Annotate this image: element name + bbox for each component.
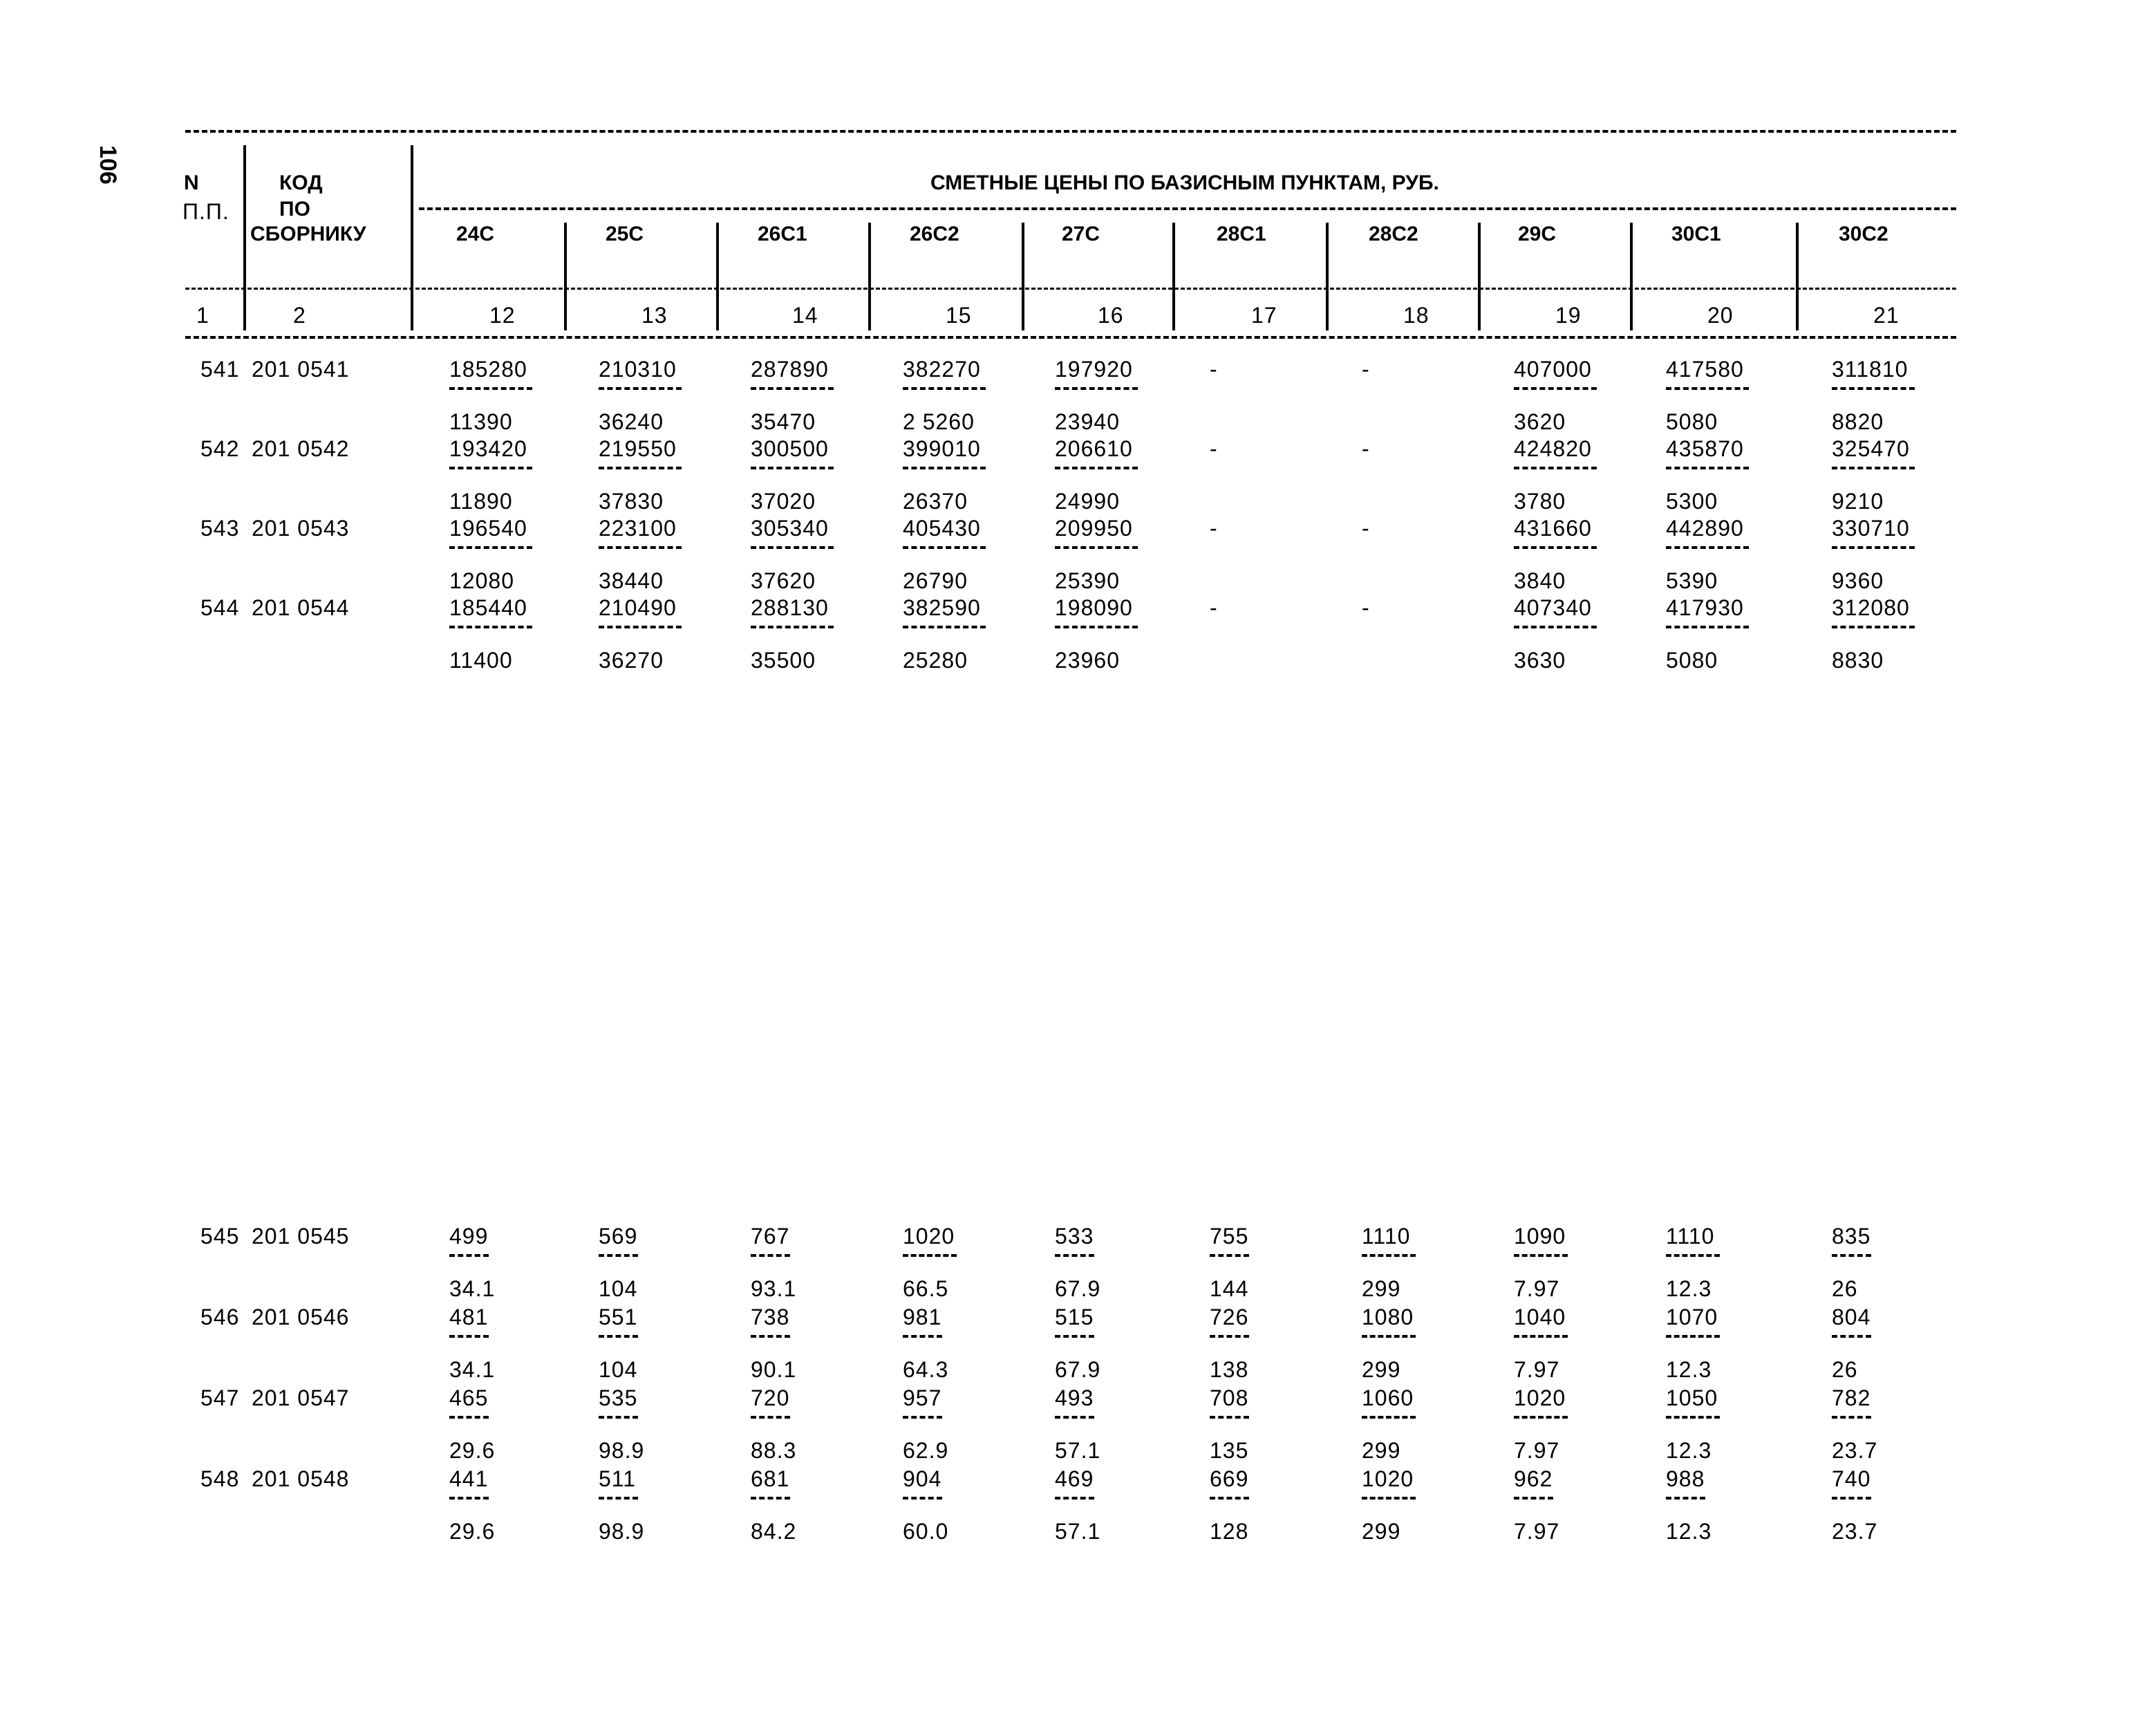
col-num-label-line1: N <box>184 171 199 194</box>
price-total-7: 1110 <box>1362 1224 1411 1249</box>
row-code: 201 0543 <box>252 516 350 541</box>
price-transport-6: 138 <box>1210 1357 1249 1382</box>
row-number: 541 <box>200 357 240 382</box>
price-total-3: 288130 <box>751 595 829 620</box>
header-mid-rule <box>185 288 1956 290</box>
price-transport-4: 25280 <box>903 648 968 673</box>
price-total-9: 442890 <box>1666 516 1744 541</box>
price-total-9: 417580 <box>1666 357 1744 382</box>
fraction-bar <box>1362 1335 1416 1338</box>
column-number-9: 18 <box>1403 303 1429 328</box>
price-total-1: 185440 <box>449 595 527 620</box>
price-transport-9: 12.3 <box>1666 1357 1712 1382</box>
fraction-bar <box>903 467 986 469</box>
price-total-4: 382270 <box>903 357 981 382</box>
col-code-label-line1: КОД <box>279 171 323 194</box>
price-total-3: 305340 <box>751 516 829 541</box>
price-transport-3: 35500 <box>751 648 816 673</box>
price-total-9: 988 <box>1666 1466 1705 1491</box>
price-transport-10: 8820 <box>1832 409 1884 434</box>
price-total-8: 431660 <box>1514 516 1592 541</box>
point-code-2: 25С <box>606 223 644 245</box>
point-code-7: 28С2 <box>1369 223 1418 245</box>
price-transport-9: 12.3 <box>1666 1438 1712 1463</box>
price-total-6: 708 <box>1210 1385 1249 1410</box>
column-divider-price-6 <box>1326 223 1329 330</box>
price-total-7: 1080 <box>1362 1305 1414 1329</box>
fraction-bar <box>1666 1497 1705 1500</box>
fraction-bar <box>751 467 834 469</box>
column-divider-price-4 <box>1022 223 1024 330</box>
price-total-5: 469 <box>1055 1466 1094 1491</box>
fraction-bar <box>1362 1254 1416 1257</box>
column-divider-price-1 <box>564 223 567 330</box>
price-total-8: 407340 <box>1514 595 1592 620</box>
fraction-bar <box>1514 1335 1568 1338</box>
fraction-bar <box>449 1497 489 1500</box>
fraction-bar <box>1666 387 1749 390</box>
fraction-bar <box>449 1254 489 1257</box>
price-total-10: 804 <box>1832 1305 1871 1329</box>
price-transport-3: 93.1 <box>751 1276 797 1301</box>
price-transport-8: 3630 <box>1514 648 1566 673</box>
price-transport-6: 144 <box>1210 1276 1249 1301</box>
fraction-bar <box>1832 467 1915 469</box>
prices-title: СМЕТНЫЕ ЦЕНЫ ПО БАЗИСНЫМ ПУНКТАМ, РУБ. <box>930 171 1439 194</box>
price-total-2: 219550 <box>599 436 677 461</box>
price-transport-10: 9360 <box>1832 568 1884 593</box>
price-total-6: - <box>1210 436 1218 461</box>
price-total-5: 533 <box>1055 1224 1094 1249</box>
fraction-bar <box>1514 546 1597 549</box>
fraction-bar <box>1055 626 1138 628</box>
top-rule <box>185 130 1956 133</box>
column-number-8: 17 <box>1251 303 1277 328</box>
price-total-7: 1060 <box>1362 1385 1414 1410</box>
fraction-bar <box>903 1335 942 1338</box>
price-total-2: 551 <box>599 1305 638 1329</box>
price-transport-8: 7.97 <box>1514 1519 1560 1544</box>
header-bottom-rule <box>185 336 1956 339</box>
point-code-1: 24С <box>456 223 495 245</box>
price-transport-4: 62.9 <box>903 1438 949 1463</box>
price-total-6: 755 <box>1210 1224 1249 1249</box>
price-total-10: 311810 <box>1832 357 1909 382</box>
price-total-2: 210310 <box>599 357 677 382</box>
price-total-5: 493 <box>1055 1385 1094 1410</box>
row-code: 201 0546 <box>252 1305 350 1329</box>
price-total-4: 981 <box>903 1305 942 1329</box>
price-total-10: 330710 <box>1832 516 1910 541</box>
price-transport-9: 12.3 <box>1666 1276 1712 1301</box>
price-transport-5: 25390 <box>1055 568 1120 593</box>
fraction-bar <box>1055 387 1138 390</box>
price-transport-7: 299 <box>1362 1519 1401 1544</box>
price-total-10: 325470 <box>1832 436 1910 461</box>
row-number: 542 <box>200 436 240 461</box>
column-number-3: 12 <box>489 303 516 328</box>
fraction-bar <box>903 1497 942 1500</box>
fraction-bar <box>1832 387 1915 390</box>
fraction-bar <box>599 387 682 390</box>
row-code: 201 0541 <box>252 357 350 382</box>
price-total-9: 1070 <box>1666 1305 1718 1329</box>
price-total-6: - <box>1210 595 1218 620</box>
price-total-1: 465 <box>449 1385 489 1410</box>
fraction-bar <box>1514 1497 1553 1500</box>
price-total-1: 196540 <box>449 516 527 541</box>
fraction-bar <box>1210 1416 1249 1419</box>
fraction-bar <box>1514 387 1597 390</box>
fraction-bar <box>449 387 532 390</box>
fraction-bar <box>449 1416 489 1419</box>
price-total-10: 740 <box>1832 1466 1871 1491</box>
column-divider-price-3 <box>868 223 871 330</box>
price-total-2: 223100 <box>599 516 677 541</box>
point-code-9: 30С1 <box>1671 223 1721 245</box>
row-number: 544 <box>200 595 240 620</box>
price-total-9: 1110 <box>1666 1224 1715 1249</box>
price-total-6: - <box>1210 357 1218 382</box>
price-transport-10: 26 <box>1832 1276 1858 1301</box>
fraction-bar <box>751 1335 790 1338</box>
row-number: 545 <box>200 1224 240 1249</box>
price-transport-10: 8830 <box>1832 648 1884 673</box>
price-total-9: 417930 <box>1666 595 1744 620</box>
row-code: 201 0545 <box>252 1224 350 1249</box>
price-transport-2: 98.9 <box>599 1438 645 1463</box>
fraction-bar <box>449 626 532 628</box>
price-total-5: 209950 <box>1055 516 1133 541</box>
price-total-2: 511 <box>599 1466 637 1491</box>
price-total-8: 1090 <box>1514 1224 1566 1249</box>
row-number: 546 <box>200 1305 240 1329</box>
price-total-3: 681 <box>751 1466 790 1491</box>
price-transport-9: 5080 <box>1666 409 1718 434</box>
point-code-6: 28С1 <box>1217 223 1266 245</box>
price-total-1: 481 <box>449 1305 489 1329</box>
fraction-bar <box>1055 467 1138 469</box>
fraction-bar <box>599 467 682 469</box>
price-transport-9: 12.3 <box>1666 1519 1712 1544</box>
price-total-1: 193420 <box>449 436 527 461</box>
column-divider-price-9 <box>1796 223 1799 330</box>
point-code-5: 27С <box>1062 223 1100 245</box>
point-code-8: 29С <box>1518 223 1557 245</box>
price-total-4: 382590 <box>903 595 981 620</box>
price-transport-4: 2 5260 <box>903 409 975 434</box>
price-total-1: 499 <box>449 1224 489 1249</box>
price-total-3: 287890 <box>751 357 829 382</box>
price-total-4: 1020 <box>903 1224 955 1249</box>
price-total-3: 300500 <box>751 436 829 461</box>
price-total-10: 312080 <box>1832 595 1910 620</box>
price-total-4: 957 <box>903 1385 942 1410</box>
point-code-3: 26С1 <box>758 223 807 245</box>
price-total-4: 399010 <box>903 436 981 461</box>
fraction-bar <box>1666 1416 1720 1419</box>
column-divider-num <box>243 145 246 330</box>
fraction-bar <box>1832 1335 1871 1338</box>
price-transport-1: 11400 <box>449 648 513 673</box>
price-transport-10: 26 <box>1832 1357 1858 1382</box>
column-number-10: 19 <box>1555 303 1582 328</box>
price-transport-8: 7.97 <box>1514 1438 1560 1463</box>
price-total-8: 1040 <box>1514 1305 1566 1329</box>
fraction-bar <box>1055 1335 1094 1338</box>
price-total-1: 185280 <box>449 357 527 382</box>
page-number: 106 <box>95 145 121 185</box>
fraction-bar <box>903 626 986 628</box>
fraction-bar <box>751 546 834 549</box>
price-transport-5: 67.9 <box>1055 1276 1101 1301</box>
price-total-5: 197920 <box>1055 357 1133 382</box>
column-divider-price-7 <box>1478 223 1481 330</box>
price-transport-3: 37620 <box>751 568 816 593</box>
row-code: 201 0542 <box>252 436 350 461</box>
price-transport-5: 67.9 <box>1055 1357 1101 1382</box>
fraction-bar <box>1055 1416 1094 1419</box>
fraction-bar <box>1055 546 1138 549</box>
column-number-6: 15 <box>946 303 972 328</box>
fraction-bar <box>1210 1497 1249 1500</box>
fraction-bar <box>1210 1335 1249 1338</box>
price-transport-6: 128 <box>1210 1519 1249 1544</box>
fraction-bar <box>1055 1254 1094 1257</box>
fraction-bar <box>1832 626 1915 628</box>
price-transport-3: 84.2 <box>751 1519 797 1544</box>
fraction-bar <box>1514 1416 1568 1419</box>
column-divider-price-5 <box>1172 223 1175 330</box>
col-code-label-line2: ПО <box>279 198 310 221</box>
fraction-bar <box>903 546 986 549</box>
price-transport-4: 66.5 <box>903 1276 949 1301</box>
fraction-bar <box>599 546 682 549</box>
price-transport-7: 299 <box>1362 1438 1401 1463</box>
price-transport-2: 104 <box>599 1276 638 1301</box>
price-total-9: 1050 <box>1666 1385 1718 1410</box>
fraction-bar <box>1514 626 1597 628</box>
row-code: 201 0547 <box>252 1385 350 1410</box>
price-transport-5: 23960 <box>1055 648 1120 673</box>
price-transport-2: 98.9 <box>599 1519 645 1544</box>
price-total-2: 569 <box>599 1224 638 1249</box>
price-transport-3: 90.1 <box>751 1357 797 1382</box>
column-number-11: 20 <box>1707 303 1734 328</box>
price-transport-5: 57.1 <box>1055 1438 1101 1463</box>
fraction-bar <box>1362 1416 1416 1419</box>
price-total-8: 1020 <box>1514 1385 1566 1410</box>
price-total-8: 407000 <box>1514 357 1592 382</box>
price-total-3: 767 <box>751 1224 790 1249</box>
price-transport-8: 3620 <box>1514 409 1566 434</box>
col-num-label-line2: П.П. <box>182 199 229 224</box>
price-transport-1: 11890 <box>449 489 513 514</box>
price-transport-3: 88.3 <box>751 1438 797 1463</box>
price-transport-5: 24990 <box>1055 489 1120 514</box>
price-transport-8: 7.97 <box>1514 1357 1560 1382</box>
price-transport-10: 23.7 <box>1832 1438 1878 1463</box>
price-transport-1: 11390 <box>449 409 513 434</box>
price-total-7: - <box>1362 595 1370 620</box>
price-transport-7: 299 <box>1362 1357 1401 1382</box>
fraction-bar <box>1832 1497 1871 1500</box>
fraction-bar <box>1666 1335 1720 1338</box>
price-total-2: 210490 <box>599 595 677 620</box>
price-transport-1: 29.6 <box>449 1519 496 1544</box>
fraction-bar <box>599 1416 638 1419</box>
fraction-bar <box>1666 467 1749 469</box>
price-total-7: - <box>1362 516 1370 541</box>
fraction-bar <box>1832 1416 1871 1419</box>
fraction-bar <box>751 1416 790 1419</box>
fraction-bar <box>1055 1497 1094 1500</box>
price-transport-1: 29.6 <box>449 1438 496 1463</box>
price-total-6: 726 <box>1210 1305 1249 1329</box>
price-transport-2: 38440 <box>599 568 664 593</box>
price-transport-8: 3780 <box>1514 489 1566 514</box>
price-transport-3: 37020 <box>751 489 816 514</box>
fraction-bar <box>1514 1254 1568 1257</box>
price-transport-4: 26790 <box>903 568 968 593</box>
fraction-bar <box>903 1416 942 1419</box>
column-divider-price-2 <box>716 223 719 330</box>
column-number-12: 21 <box>1873 303 1900 328</box>
price-total-4: 405430 <box>903 516 981 541</box>
price-total-7: - <box>1362 436 1370 461</box>
price-transport-1: 34.1 <box>449 1276 496 1301</box>
price-transport-5: 23940 <box>1055 409 1120 434</box>
fraction-bar <box>449 467 532 469</box>
fraction-bar <box>599 1497 638 1500</box>
price-transport-2: 104 <box>599 1357 638 1382</box>
fraction-bar <box>1666 546 1749 549</box>
column-number-5: 14 <box>792 303 818 328</box>
row-number: 543 <box>200 516 240 541</box>
price-transport-9: 5080 <box>1666 648 1718 673</box>
row-code: 201 0544 <box>252 595 350 620</box>
column-number-4: 13 <box>641 303 668 328</box>
fraction-bar <box>599 1335 638 1338</box>
price-total-8: 962 <box>1514 1466 1553 1491</box>
column-number-2: 2 <box>293 303 306 328</box>
point-code-4: 26С2 <box>910 223 959 245</box>
column-divider-price-8 <box>1630 223 1633 330</box>
fraction-bar <box>1210 1254 1249 1257</box>
price-total-9: 435870 <box>1666 436 1744 461</box>
fraction-bar <box>751 626 834 628</box>
price-transport-9: 5300 <box>1666 489 1718 514</box>
price-transport-4: 64.3 <box>903 1357 949 1382</box>
price-transport-1: 34.1 <box>449 1357 496 1382</box>
fraction-bar <box>751 387 834 390</box>
price-transport-4: 26370 <box>903 489 968 514</box>
row-number: 547 <box>200 1385 240 1410</box>
price-total-6: - <box>1210 516 1218 541</box>
fraction-bar <box>1666 1254 1720 1257</box>
fraction-bar <box>1832 546 1915 549</box>
column-number-7: 16 <box>1098 303 1124 328</box>
price-total-5: 206610 <box>1055 436 1133 461</box>
price-total-2: 535 <box>599 1385 638 1410</box>
price-total-7: - <box>1362 357 1370 382</box>
col-code-label-line3: СБОРНИКУ <box>250 223 366 245</box>
fraction-bar <box>449 546 532 549</box>
price-total-4: 904 <box>903 1466 942 1491</box>
price-total-10: 782 <box>1832 1385 1871 1410</box>
row-code: 201 0548 <box>252 1466 350 1491</box>
price-transport-2: 37830 <box>599 489 664 514</box>
price-total-3: 738 <box>751 1305 790 1329</box>
prices-subheader-rule <box>419 207 1956 210</box>
price-transport-8: 3840 <box>1514 568 1566 593</box>
fraction-bar <box>1362 1497 1416 1500</box>
price-transport-2: 36240 <box>599 409 664 434</box>
fraction-bar <box>599 1254 638 1257</box>
fraction-bar <box>751 1497 790 1500</box>
price-total-1: 441 <box>449 1466 489 1491</box>
price-transport-1: 12080 <box>449 568 514 593</box>
price-transport-4: 60.0 <box>903 1519 949 1544</box>
row-number: 548 <box>200 1466 240 1491</box>
price-total-8: 424820 <box>1514 436 1592 461</box>
fraction-bar <box>903 1254 957 1257</box>
price-total-3: 720 <box>751 1385 790 1410</box>
price-total-7: 1020 <box>1362 1466 1414 1491</box>
column-divider-code <box>411 145 413 330</box>
price-transport-10: 9210 <box>1832 489 1884 514</box>
price-transport-3: 35470 <box>751 409 816 434</box>
price-transport-10: 23.7 <box>1832 1519 1878 1544</box>
column-number-1: 1 <box>196 303 209 328</box>
price-transport-5: 57.1 <box>1055 1519 1101 1544</box>
price-transport-8: 7.97 <box>1514 1276 1560 1301</box>
price-total-5: 198090 <box>1055 595 1133 620</box>
point-code-10: 30С2 <box>1839 223 1888 245</box>
price-transport-7: 299 <box>1362 1276 1401 1301</box>
fraction-bar <box>1666 626 1749 628</box>
price-total-6: 669 <box>1210 1466 1249 1491</box>
price-transport-9: 5390 <box>1666 568 1718 593</box>
price-transport-2: 36270 <box>599 648 664 673</box>
fraction-bar <box>751 1254 790 1257</box>
price-transport-6: 135 <box>1210 1438 1249 1463</box>
fraction-bar <box>1832 1254 1871 1257</box>
price-total-5: 515 <box>1055 1305 1094 1329</box>
price-total-10: 835 <box>1832 1224 1871 1249</box>
fraction-bar <box>903 387 986 390</box>
fraction-bar <box>1514 467 1597 469</box>
fraction-bar <box>599 626 682 628</box>
fraction-bar <box>449 1335 489 1338</box>
